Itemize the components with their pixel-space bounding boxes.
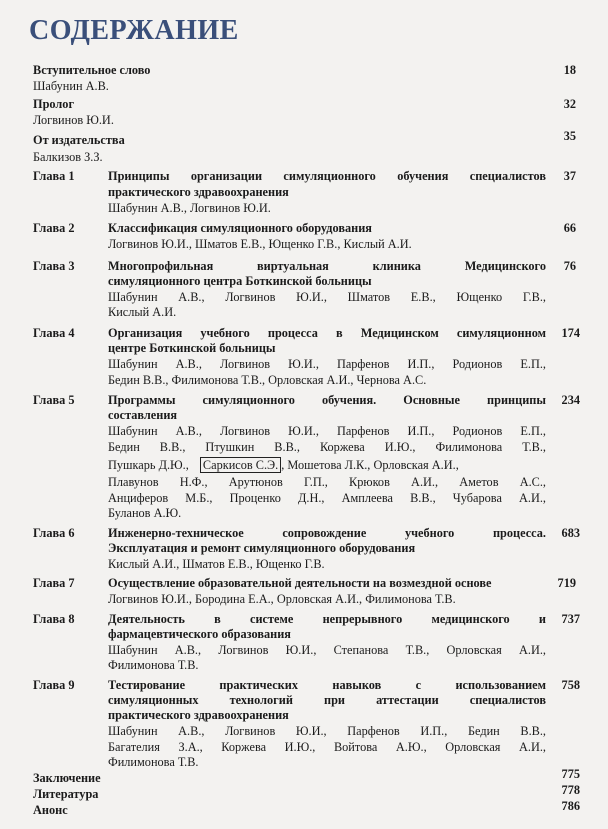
chapter-authors (108, 458, 459, 473)
closing-heading: Заключение (33, 771, 101, 785)
intro-author: Шабунин А.В. (33, 79, 109, 93)
page-number: 758 (561, 678, 580, 692)
chapter-label: Глава 1 (33, 169, 75, 183)
chapter-label: Глава 2 (33, 221, 75, 235)
chapter-title: Программы симуляционного обучения. Основные принципы (108, 393, 546, 407)
chapter-title: Принципы организации симуляционного обучения специалистов (108, 169, 546, 183)
author-name: Пушкарь Д.Ю., (108, 458, 189, 472)
intro-heading: От издательства (33, 133, 125, 147)
page-number: 234 (561, 393, 580, 407)
page-number: 719 (557, 576, 576, 590)
page-number: 778 (561, 783, 580, 797)
page-number: 683 (561, 526, 580, 540)
chapter-title: Организация учебного процесса в Медицинском симуляционном (108, 326, 546, 340)
chapter-authors: Плавунов Н.Ф., Арутюнов Г.П., Крюков А.И., Аметов А.С., (108, 475, 546, 489)
chapter-label: Глава 5 (33, 393, 75, 407)
chapter-authors: Багателия З.А., Коржева И.Ю., Войтова А.Ю., Орловская А.И., (108, 740, 546, 754)
chapter-title: Инженерно-техническое сопровождение учебного процесса. (108, 526, 546, 540)
page-number: 66 (563, 221, 576, 235)
chapter-authors: Шабунин А.В., Логвинов Ю.И., Парфенов И.П., Родионов Е.П., (108, 424, 546, 438)
chapter-title: центре Боткинской больницы (108, 341, 276, 355)
page-number: 174 (561, 326, 580, 340)
closing-heading: Литература (33, 787, 99, 801)
page-number: 737 (561, 612, 580, 626)
chapter-title: симуляционных технологий при аттестации специалистов (108, 693, 546, 707)
chapter-authors: Шабунин А.В., Логвинов Ю.И., Парфенов И.П., Бедин В.В., (108, 724, 546, 738)
chapter-title: симуляционного центра Боткинской больницы (108, 274, 372, 288)
page-number: 18 (563, 63, 576, 77)
chapter-title: Осуществление образовательной деятельности на возмездной основе (108, 576, 492, 590)
page-number: 37 (563, 169, 576, 183)
chapter-label: Глава 4 (33, 326, 75, 340)
chapter-authors: Бедин В.В., Птушкин В.В., Коржева И.Ю., Филимонова Т.В., (108, 440, 546, 454)
chapter-label: Глава 3 (33, 259, 75, 273)
chapter-authors: Бедин В.В., Филимонова Т.В., Орловская А.И., Чернова А.С. (108, 373, 427, 387)
chapter-authors: Филимонова Т.В. (108, 755, 199, 769)
chapter-title: фармацевтического образования (108, 627, 291, 641)
highlighted-author: Саркисов С.Э. (200, 457, 281, 473)
chapter-authors: Кислый А.И., Шматов Е.В., Ющенко Г.В. (108, 557, 325, 571)
chapter-authors: Буланов А.Ю. (108, 506, 182, 520)
chapter-label: Глава 8 (33, 612, 75, 626)
chapter-title: Многопрофильная виртуальная клиника Медицинского (108, 259, 546, 273)
chapter-title: Классификация симуляционного оборудования (108, 221, 372, 235)
chapter-title: Эксплуатация и ремонт симуляционного оборудования (108, 541, 416, 555)
chapter-title: составления (108, 408, 178, 422)
chapter-authors: Логвинов Ю.И., Шматов Е.В., Ющенко Г.В., Кислый А.И. (108, 237, 412, 251)
page-number: 32 (563, 97, 576, 111)
chapter-label: Глава 7 (33, 576, 75, 590)
chapter-authors: Шабунин А.В., Логвинов Ю.И., Шматов Е.В., Ющенко Г.В., (108, 290, 546, 304)
chapter-authors: Логвинов Ю.И., Бородина Е.А., Орловская А.И., Филимонова Т.В. (108, 592, 456, 606)
chapter-authors: Шабунин А.В., Логвинов Ю.И., Степанова Т.В., Орловская А.И., (108, 643, 546, 657)
page-number: 775 (561, 767, 580, 781)
page-number: 786 (561, 799, 580, 813)
chapter-title: практического здравоохранения (108, 708, 289, 722)
chapter-authors: Анциферов М.Б., Проценко Д.Н., Амплеева В.В., Чубарова А.И., (108, 491, 546, 505)
chapter-label: Глава 9 (33, 678, 75, 692)
chapter-title: практического здравоохранения (108, 185, 289, 199)
chapter-title: Деятельность в системе непрерывного медицинского и (108, 612, 546, 626)
intro-heading: Вступительное слово (33, 63, 151, 77)
page-number: 35 (563, 129, 576, 143)
chapter-authors: Филимонова Т.В. (108, 658, 199, 672)
intro-author: Логвинов Ю.И. (33, 113, 114, 127)
chapter-authors: Шабунин А.В., Логвинов Ю.И., Парфенов И.П., Родионов Е.П., (108, 357, 546, 371)
page-number: 76 (563, 259, 576, 273)
intro-heading: Пролог (33, 97, 75, 111)
intro-author: Балкизов З.З. (33, 150, 103, 164)
chapter-authors: Кислый А.И. (108, 305, 177, 319)
chapter-label: Глава 6 (33, 526, 75, 540)
closing-heading: Анонс (33, 803, 68, 817)
page-title: СОДЕРЖАНИЕ (29, 15, 239, 46)
author-name: , Мошетова Л.К., Орловская А.И., (281, 458, 459, 472)
chapter-authors: Шабунин А.В., Логвинов Ю.И. (108, 201, 271, 215)
chapter-title: Тестирование практических навыков с использованием (108, 678, 546, 692)
